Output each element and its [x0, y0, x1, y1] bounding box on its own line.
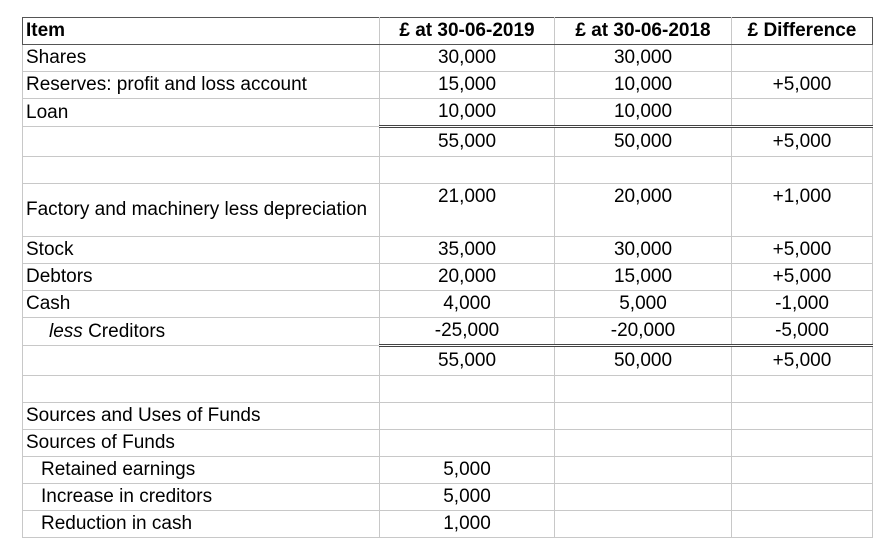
cell-difference[interactable]: +5,000 [732, 127, 873, 157]
cell-2018[interactable] [555, 457, 732, 484]
cell-difference[interactable] [732, 511, 873, 538]
cell-item[interactable] [23, 157, 380, 184]
cell-2019[interactable]: 4,000 [380, 291, 555, 318]
cell-2019[interactable] [380, 403, 555, 430]
cell-difference[interactable]: +5,000 [732, 72, 873, 99]
cell-item[interactable]: Retained earnings [23, 457, 380, 484]
cell-difference[interactable] [732, 376, 873, 403]
less-label: less [49, 320, 83, 342]
empty-row [23, 376, 873, 403]
cell-2018[interactable]: 10,000 [555, 72, 732, 99]
cell-2019[interactable] [380, 376, 555, 403]
table-row [23, 511, 873, 538]
table-row [23, 72, 873, 99]
table-row [23, 184, 873, 237]
cell-2018[interactable] [555, 484, 732, 511]
cell-difference[interactable]: +5,000 [732, 237, 873, 264]
cell-2018[interactable]: -20,000 [555, 318, 732, 346]
empty-row [23, 157, 873, 184]
cell-item[interactable]: Stock [23, 237, 380, 264]
cell-difference[interactable] [732, 457, 873, 484]
cell-2019[interactable]: 20,000 [380, 264, 555, 291]
cell-item[interactable] [23, 127, 380, 157]
cell-2019[interactable]: 5,000 [380, 457, 555, 484]
cell-difference[interactable] [732, 484, 873, 511]
cell-item[interactable] [23, 376, 380, 403]
cell-2019[interactable]: 5,000 [380, 484, 555, 511]
cell-difference[interactable] [732, 157, 873, 184]
cell-difference[interactable] [732, 99, 873, 127]
table-row [23, 403, 873, 430]
cell-difference[interactable]: -1,000 [732, 291, 873, 318]
header-2019[interactable]: £ at 30-06-2019 [380, 18, 555, 45]
cell-2019[interactable]: 21,000 [380, 184, 555, 237]
table-row [23, 484, 873, 511]
cell-item[interactable]: Increase in creditors [23, 484, 380, 511]
cell-2019[interactable]: 30,000 [380, 45, 555, 72]
cell-item[interactable]: Cash [23, 291, 380, 318]
table-row [23, 237, 873, 264]
cell-2019[interactable]: 15,000 [380, 72, 555, 99]
cell-difference[interactable]: +5,000 [732, 264, 873, 291]
cell-2019[interactable]: 35,000 [380, 237, 555, 264]
cell-2019[interactable]: -25,000 [380, 318, 555, 346]
cell-difference[interactable] [732, 45, 873, 72]
table-row [23, 457, 873, 484]
cell-2018[interactable] [555, 511, 732, 538]
cell-2019[interactable]: 1,000 [380, 511, 555, 538]
cell-item[interactable] [23, 346, 380, 376]
cell-difference[interactable]: -5,000 [732, 318, 873, 346]
cell-difference[interactable] [732, 403, 873, 430]
cell-difference[interactable]: +1,000 [732, 184, 873, 237]
cell-2018[interactable]: 50,000 [555, 127, 732, 157]
cell-item[interactable] [23, 318, 380, 346]
cell-2018[interactable]: 5,000 [555, 291, 732, 318]
table-row [23, 430, 873, 457]
cell-difference[interactable]: +5,000 [732, 346, 873, 376]
cell-2018[interactable]: 50,000 [555, 346, 732, 376]
cell-2018[interactable] [555, 403, 732, 430]
table-row [23, 291, 873, 318]
cell-2019[interactable]: 10,000 [380, 99, 555, 127]
header-2018[interactable]: £ at 30-06-2018 [555, 18, 732, 45]
cell-item[interactable]: Reduction in cash [23, 511, 380, 538]
cell-item[interactable]: Reserves: profit and loss account [23, 72, 380, 99]
cell-2018[interactable]: 20,000 [555, 184, 732, 237]
cell-item[interactable]: Sources and Uses of Funds [23, 403, 380, 430]
header-row [23, 18, 873, 45]
table-row [23, 264, 873, 291]
total-row [23, 127, 873, 157]
cell-difference[interactable] [732, 430, 873, 457]
cell-2018[interactable] [555, 376, 732, 403]
total-row [23, 346, 873, 376]
table-row [23, 45, 873, 72]
cell-item[interactable]: Debtors [23, 264, 380, 291]
creditors-label: Creditors [82, 320, 166, 342]
cell-2018[interactable] [555, 430, 732, 457]
cell-item[interactable]: Loan [23, 99, 380, 127]
cell-item[interactable]: Factory and machinery less depreciation [23, 184, 380, 237]
cell-2018[interactable]: 15,000 [555, 264, 732, 291]
balance-sheet-table [22, 17, 873, 538]
cell-2018[interactable]: 30,000 [555, 237, 732, 264]
cell-2018[interactable]: 30,000 [555, 45, 732, 72]
cell-2018[interactable]: 10,000 [555, 99, 732, 127]
cell-2019[interactable]: 55,000 [380, 346, 555, 376]
cell-2019[interactable]: 55,000 [380, 127, 555, 157]
cell-item[interactable]: Shares [23, 45, 380, 72]
header-difference[interactable]: £ Difference [732, 18, 873, 45]
table-row [23, 99, 873, 127]
cell-2018[interactable] [555, 157, 732, 184]
cell-2019[interactable] [380, 430, 555, 457]
header-item[interactable]: Item [23, 18, 380, 45]
cell-item[interactable]: Sources of Funds [23, 430, 380, 457]
table-row [23, 318, 873, 346]
cell-2019[interactable] [380, 157, 555, 184]
